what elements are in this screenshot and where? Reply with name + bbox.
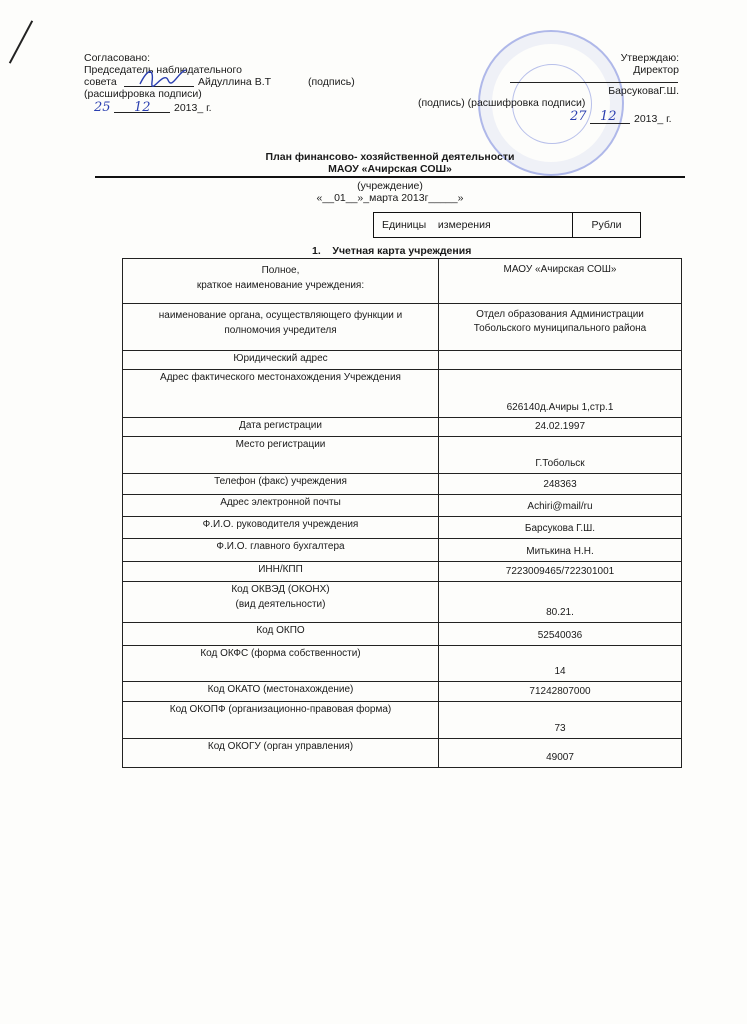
table-row <box>123 702 682 739</box>
signature-caption: (подпись) <box>308 76 355 88</box>
row-value: 71242807000 <box>439 682 682 702</box>
chairman-name: Айдуллина В.Т <box>198 76 272 88</box>
pen-mark <box>9 20 33 63</box>
document-date: «__01__»_марта 2013г_____» <box>316 192 464 204</box>
approve-label: Утверждаю: <box>620 52 679 64</box>
row-label: Код ОКАТО (местонахождение) <box>123 682 439 702</box>
table-row <box>123 259 682 304</box>
chairman-label: Председатель наблюдательного <box>84 64 242 76</box>
table-row <box>123 495 682 517</box>
director-name: БарсуковаГ.Ш. <box>608 85 679 97</box>
row-value: 24.02.1997 <box>439 418 682 437</box>
table-row <box>123 418 682 437</box>
row-label: Код ОКПО <box>123 623 439 646</box>
table-row <box>123 351 682 370</box>
table-row <box>123 646 682 682</box>
date-year: 2013_ г. <box>174 102 212 114</box>
table-row <box>123 562 682 582</box>
table-row <box>123 582 682 623</box>
table-row <box>123 623 682 646</box>
row-label: Место регистрации <box>123 437 439 474</box>
table-row <box>123 370 682 418</box>
row-value: 49007 <box>439 739 682 768</box>
row-value: 14 <box>439 646 682 682</box>
row-value: 7223009465/722301001 <box>439 562 682 582</box>
handwritten-signature <box>138 66 188 88</box>
table-row <box>123 539 682 562</box>
row-label: Адрес электронной почты <box>123 495 439 517</box>
approval-date <box>84 101 234 114</box>
row-label: Ф.И.О. руководителя учреждения <box>123 517 439 539</box>
section-title: 1. Учетная карта учреждения <box>312 245 472 257</box>
signature-decoding-caption: (расшифровка подписи) <box>84 88 202 100</box>
row-value: 80.21. <box>439 582 682 623</box>
row-value: 626140д.Ачиры 1,стр.1 <box>439 370 682 418</box>
director-label: Директор <box>633 64 679 76</box>
row-label: ИНН/КПП <box>123 562 439 582</box>
row-value: Г.Тобольск <box>439 437 682 474</box>
council-label: совета <box>84 76 117 88</box>
table-row <box>123 739 682 768</box>
date-day: 25 <box>94 100 111 115</box>
row-value: Achiri@mail/ru <box>439 495 682 517</box>
date-year: 2013_ г. <box>634 113 672 125</box>
row-value: 248363 <box>439 474 682 495</box>
units-value: Рубли <box>591 219 622 231</box>
row-label: Полное, краткое наименование учреждения: <box>123 259 439 304</box>
date-day: 27 <box>570 109 587 124</box>
table-row <box>123 474 682 495</box>
signature-caption: (подпись) (расшифровка подписи) <box>418 97 586 109</box>
row-value: Барсукова Г.Ш. <box>439 517 682 539</box>
row-value: Митькина Н.Н. <box>439 539 682 562</box>
row-label: Код ОКФС (форма собственности) <box>123 646 439 682</box>
row-label: Код ОКОГУ (орган управления) <box>123 739 439 768</box>
table-row <box>123 437 682 474</box>
table-row <box>123 304 682 351</box>
document-title: План финансово- хозяйственной деятельности <box>265 151 515 163</box>
row-label: Телефон (факс) учреждения <box>123 474 439 495</box>
date-month: 12 <box>600 109 617 124</box>
row-label: Ф.И.О. главного бухгалтера <box>123 539 439 562</box>
divider <box>95 176 685 178</box>
table-row <box>123 682 682 702</box>
institution-name: МАОУ «Ачирская СОШ» <box>328 163 452 175</box>
agreed-label: Согласовано: <box>84 52 151 64</box>
row-value: Отдел образования Администрации Тобольского муниципального района <box>439 304 682 351</box>
row-label: Код ОКОПФ (организационно-правовая форма) <box>123 702 439 739</box>
date-month: 12 <box>134 100 151 115</box>
signature-line <box>510 82 678 83</box>
account-card-table <box>122 258 682 768</box>
institution-caption: (учреждение) <box>357 180 423 192</box>
units-box <box>373 212 641 238</box>
row-label: Юридический адрес <box>123 351 439 370</box>
row-value: МАОУ «Ачирская СОШ» <box>439 259 682 304</box>
row-label: Код ОКВЭД (ОКОНХ) (вид деятельности) <box>123 582 439 623</box>
row-label: наименование органа, осуществляющего функции и полномочия учредителя <box>123 304 439 351</box>
row-value <box>439 351 682 370</box>
row-value: 52540036 <box>439 623 682 646</box>
row-label: Дата регистрации <box>123 418 439 437</box>
row-label: Адрес фактического местонахождения Учреждения <box>123 370 439 418</box>
row-value: 73 <box>439 702 682 739</box>
units-label: Единицы измерения <box>374 213 573 237</box>
table-row <box>123 517 682 539</box>
